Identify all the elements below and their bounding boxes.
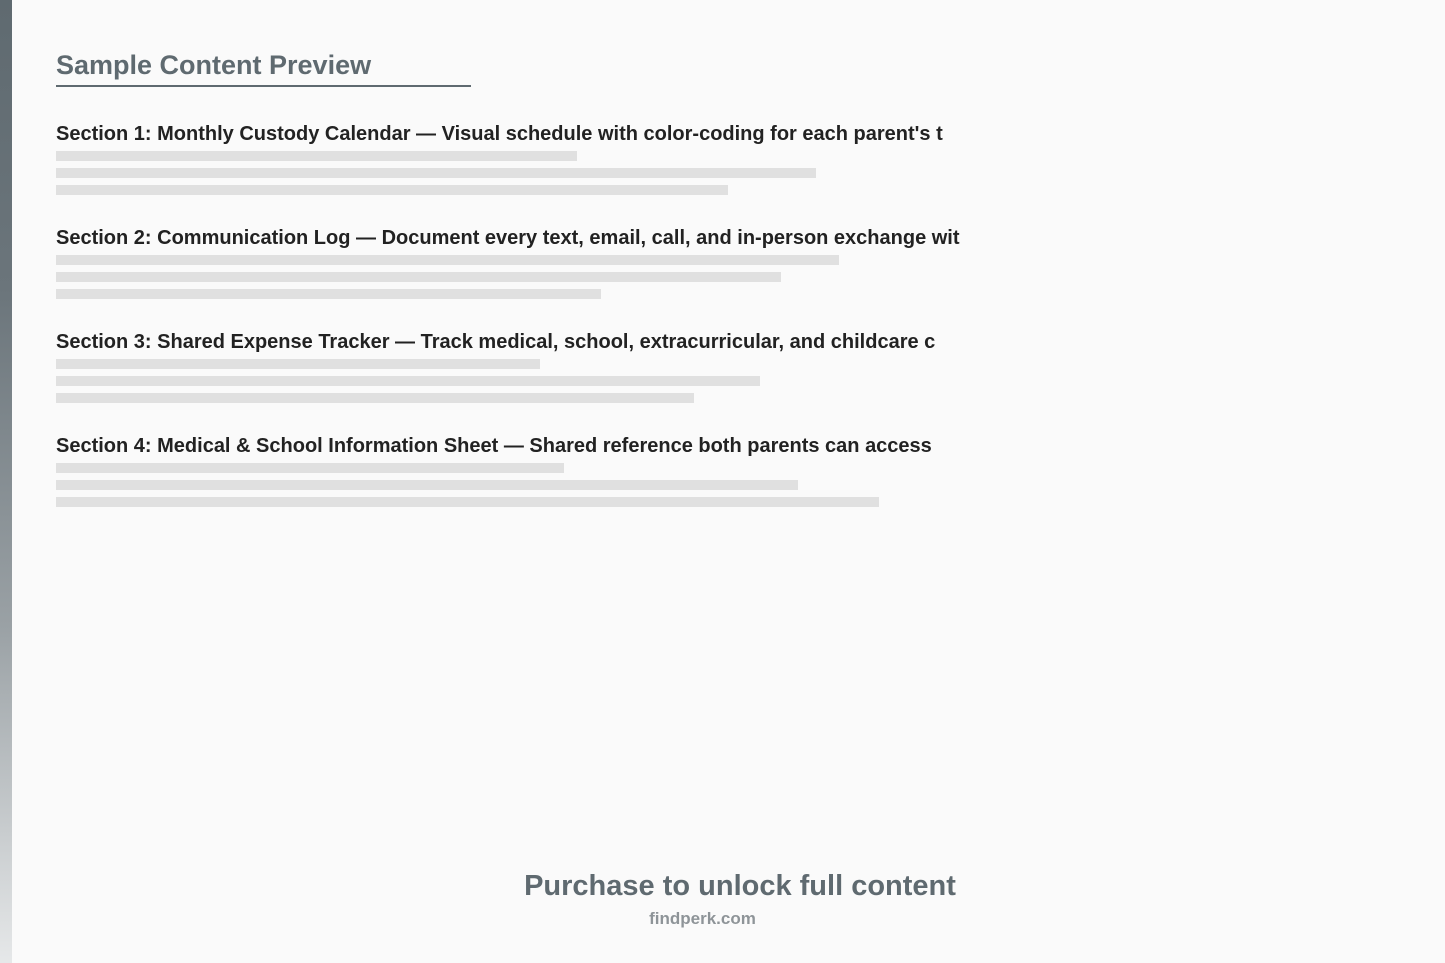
section-2 [56, 225, 1056, 299]
page-title: Sample Content Preview [56, 50, 471, 87]
redacted-text [56, 463, 1056, 507]
redacted-line [56, 497, 879, 507]
redacted-text [56, 359, 1056, 403]
redacted-line [56, 393, 694, 403]
section-4 [56, 433, 1056, 507]
redacted-line [56, 151, 577, 161]
site-link[interactable]: findperk.com [649, 909, 756, 928]
redacted-line [56, 185, 728, 195]
redacted-line [56, 168, 816, 178]
preview-content [56, 50, 1056, 514]
unlock-cta[interactable]: Purchase to unlock full content [524, 870, 956, 902]
left-accent-bar [0, 0, 12, 963]
section-heading: Section 2: Communication Log — Document every text, email, call, and in-person exchange wit [56, 227, 960, 249]
redacted-text [56, 255, 1056, 299]
redacted-line [56, 463, 564, 473]
unlock-footer [0, 870, 1445, 929]
redacted-line [56, 359, 540, 369]
redacted-line [56, 289, 601, 299]
redacted-line [56, 255, 839, 265]
redacted-line [56, 376, 760, 386]
section-1 [56, 121, 1056, 195]
section-heading: Section 4: Medical & School Information Sheet — Shared reference both parents can access [56, 435, 932, 457]
redacted-line [56, 272, 781, 282]
section-heading: Section 3: Shared Expense Tracker — Track medical, school, extracurricular, and childcare c [56, 331, 936, 353]
section-3 [56, 329, 1056, 403]
redacted-text [56, 151, 1056, 195]
section-heading: Section 1: Monthly Custody Calendar — Visual schedule with color-coding for each parent's t [56, 123, 943, 145]
redacted-line [56, 480, 798, 490]
